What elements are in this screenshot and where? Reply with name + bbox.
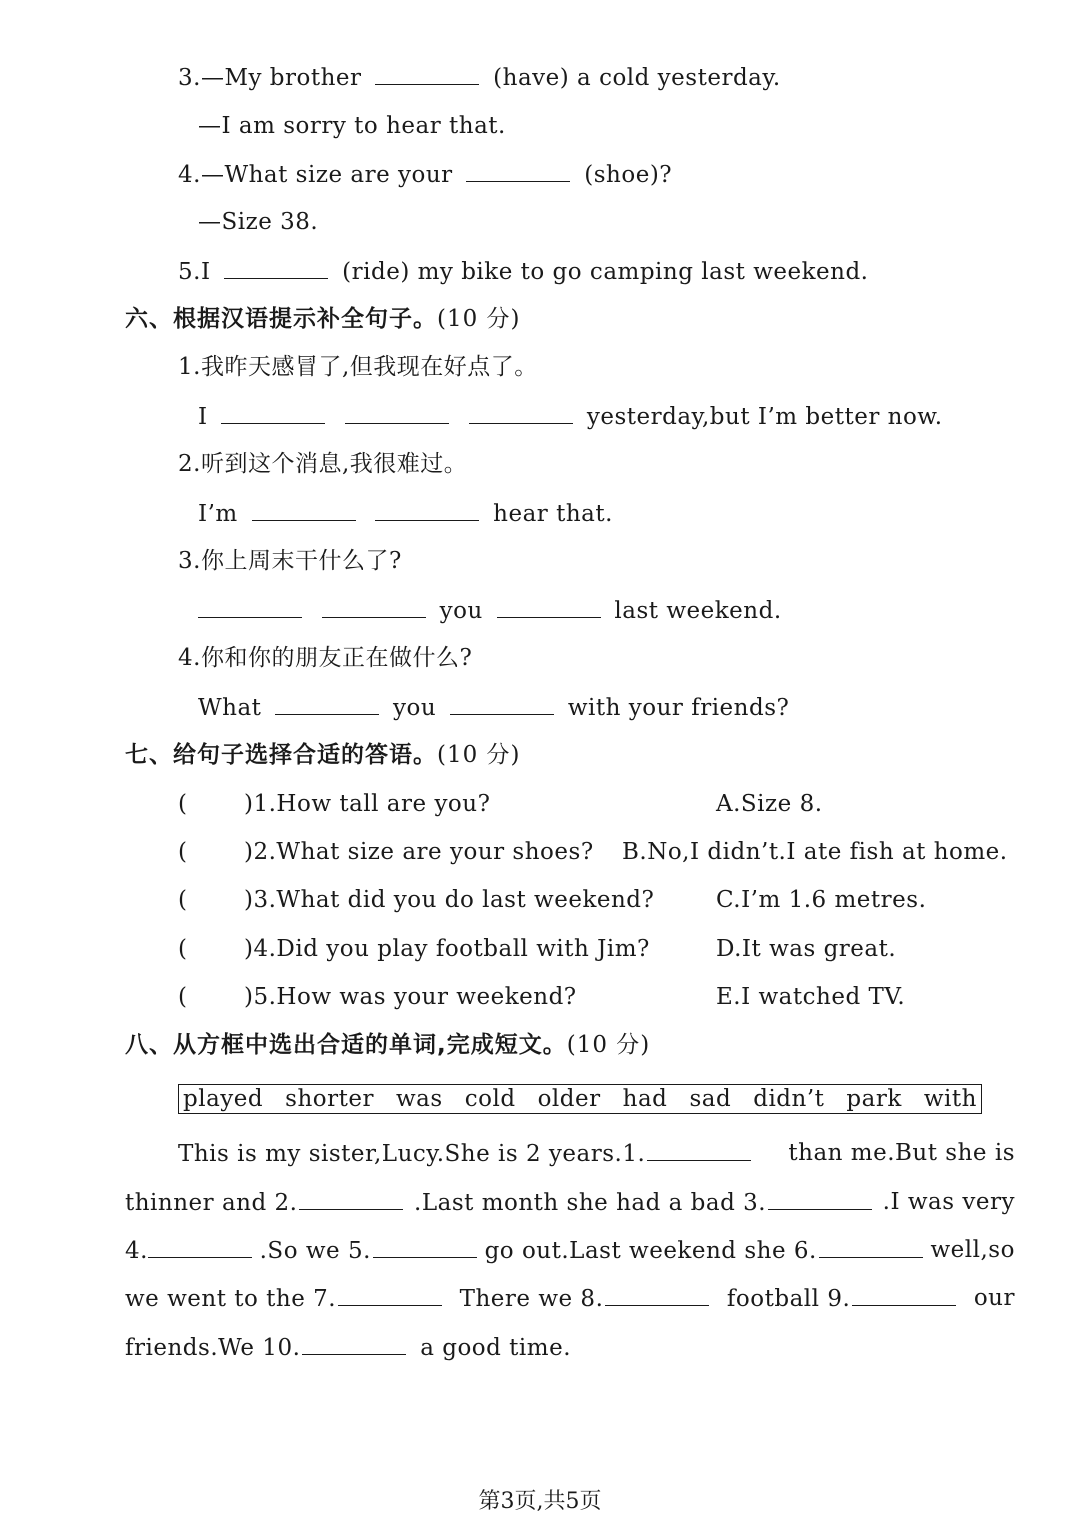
s6-item2-cn: 2.听到这个消息,我很难过。 bbox=[178, 451, 468, 477]
s7-answer-c: C.I’m 1.6 metres. bbox=[716, 887, 927, 913]
passage-text: This is my sister,Lucy.She is 2 years.1. bbox=[178, 1141, 646, 1167]
s7-answer-slot-5[interactable]: ( bbox=[178, 984, 187, 1010]
passage-blank-7[interactable] bbox=[338, 1283, 442, 1306]
passage-blank-2[interactable] bbox=[299, 1187, 403, 1210]
word-bank-item: shorter bbox=[285, 1086, 374, 1112]
section7-heading bbox=[125, 740, 521, 770]
s7-question-1: )1.How tall are you? bbox=[244, 791, 491, 817]
passage-text: There we 8. bbox=[459, 1286, 604, 1312]
passage-line-2 bbox=[125, 1187, 1015, 1218]
s7-question-5-text: 5.How was your weekend? bbox=[253, 984, 577, 1010]
s6-item2-start: I’m bbox=[198, 501, 238, 527]
s6-item4-blank-a[interactable] bbox=[275, 692, 379, 715]
q4-blank[interactable] bbox=[466, 159, 570, 182]
s7-answer-e: E.I watched TV. bbox=[716, 984, 906, 1010]
passage-text: than me.But she is bbox=[788, 1140, 1015, 1166]
q3-prefix: 3.—My brother bbox=[178, 65, 362, 91]
passage-text: thinner and 2. bbox=[125, 1190, 298, 1216]
s7-question-5: )5.How was your weekend? bbox=[244, 984, 577, 1010]
s6-item3-en bbox=[198, 595, 782, 626]
s6-item3-blank-c[interactable] bbox=[497, 595, 601, 618]
q3-line bbox=[178, 62, 781, 93]
s6-item3-blank-a[interactable] bbox=[198, 595, 302, 618]
passage-text: .So we 5. bbox=[259, 1238, 371, 1264]
word-bank-item: had bbox=[622, 1086, 668, 1112]
passage-blank-4[interactable] bbox=[148, 1235, 252, 1258]
s6-item2-en bbox=[198, 498, 613, 529]
page-number: 第3页,共5页 bbox=[478, 1489, 602, 1514]
s7-answer-a: A.Size 8. bbox=[716, 791, 823, 817]
s7-answer-slot-3[interactable]: ( bbox=[178, 887, 187, 913]
section7-title: 七、给句子选择合适的答语。 bbox=[125, 742, 437, 768]
passage-blank-6[interactable] bbox=[819, 1235, 923, 1258]
s7-question-3-text: 3.What did you do last weekend? bbox=[253, 887, 655, 913]
passage-line-1 bbox=[178, 1138, 1015, 1169]
passage-text: our bbox=[973, 1285, 1015, 1311]
passage-line-3 bbox=[125, 1235, 1015, 1266]
word-bank-item: sad bbox=[689, 1086, 732, 1112]
s7-answer-slot-4[interactable]: ( bbox=[178, 936, 187, 962]
s6-item1-en bbox=[198, 401, 943, 432]
passage-text: a good time. bbox=[420, 1335, 572, 1361]
s6-item3-blank-b[interactable] bbox=[322, 595, 426, 618]
word-bank-item: played bbox=[183, 1086, 264, 1112]
s6-item3-cn: 3.你上周末干什么了? bbox=[178, 548, 402, 574]
s7-answer-d: D.It was great. bbox=[716, 936, 897, 962]
s7-answer-slot-1[interactable]: ( bbox=[178, 791, 187, 817]
passage-blank-8[interactable] bbox=[605, 1283, 709, 1306]
q4-prefix: 4.—What size are your bbox=[178, 162, 453, 188]
s7-question-1-text: 1.How tall are you? bbox=[253, 791, 491, 817]
s6-item4-start: What bbox=[198, 695, 262, 721]
s7-question-2-text: 2.What size are your shoes? bbox=[253, 839, 594, 865]
s7-answer-slot-2[interactable]: ( bbox=[178, 839, 187, 865]
s7-question-4: )4.Did you play football with Jim? bbox=[244, 936, 650, 962]
section7-score: (10 分) bbox=[437, 742, 521, 768]
word-bank-item: with bbox=[923, 1086, 977, 1112]
passage-blank-9[interactable] bbox=[852, 1283, 956, 1306]
q5-prefix: 5.I bbox=[178, 259, 211, 285]
passage-line-4 bbox=[125, 1283, 1015, 1314]
s6-item3-end: last weekend. bbox=[614, 598, 782, 624]
word-bank-item: park bbox=[846, 1086, 902, 1112]
q3-hint: (have) a cold yesterday. bbox=[493, 65, 781, 91]
s6-item1-end: yesterday,but I’m better now. bbox=[586, 404, 943, 430]
s6-item4-en bbox=[198, 692, 789, 723]
passage-line-5 bbox=[125, 1332, 1015, 1363]
s6-item2-end: hear that. bbox=[493, 501, 613, 527]
section8-title: 八、从方框中选出合适的单词,完成短文。 bbox=[125, 1032, 567, 1058]
s6-item3-mid: you bbox=[439, 598, 483, 624]
s6-item1-cn: 1.我昨天感冒了,但我现在好点了。 bbox=[178, 354, 538, 380]
passage-text: we went to the 7. bbox=[125, 1286, 337, 1312]
passage-blank-3[interactable] bbox=[768, 1187, 872, 1210]
s6-item2-blank-a[interactable] bbox=[252, 498, 356, 521]
s7-question-3: )3.What did you do last weekend? bbox=[244, 887, 655, 913]
q5-hint: (ride) my bike to go camping last weekend. bbox=[342, 259, 869, 285]
section6-score: (10 分) bbox=[437, 306, 521, 332]
passage-text: 4. bbox=[125, 1238, 148, 1264]
s6-item4-blank-b[interactable] bbox=[450, 692, 554, 715]
passage-blank-5[interactable] bbox=[373, 1235, 477, 1258]
s6-item2-blank-b[interactable] bbox=[375, 498, 479, 521]
passage-text: .I was very bbox=[882, 1189, 1015, 1215]
s6-item1-start: I bbox=[198, 404, 208, 430]
section6-title: 六、根据汉语提示补全句子。 bbox=[125, 306, 437, 332]
q4-line bbox=[178, 159, 672, 190]
word-box bbox=[178, 1084, 982, 1114]
s7-question-2: )2.What size are your shoes? bbox=[244, 839, 594, 865]
s7-question-4-text: 4.Did you play football with Jim? bbox=[253, 936, 650, 962]
section8-score: (10 分) bbox=[566, 1032, 651, 1058]
passage-text: .Last month she had a bad 3. bbox=[414, 1190, 767, 1216]
q4-hint: (shoe)? bbox=[584, 162, 673, 188]
word-bank-item: was bbox=[396, 1086, 443, 1112]
passage-text: go out.Last weekend she 6. bbox=[484, 1238, 817, 1264]
s6-item1-blank-c[interactable] bbox=[469, 401, 573, 424]
word-bank-item: cold bbox=[464, 1086, 516, 1112]
q4-reply: —Size 38. bbox=[198, 209, 319, 235]
q3-reply: —I am sorry to hear that. bbox=[198, 113, 506, 139]
passage-blank-10[interactable] bbox=[302, 1332, 406, 1355]
passage-blank-1[interactable] bbox=[647, 1138, 751, 1161]
s6-item1-blank-b[interactable] bbox=[345, 401, 449, 424]
word-bank-item: older bbox=[537, 1086, 601, 1112]
section8-heading bbox=[125, 1030, 650, 1060]
s7-answer-b: B.No,I didn’t.I ate fish at home. bbox=[622, 839, 1008, 865]
q5-blank[interactable] bbox=[224, 256, 328, 279]
s6-item4-mid: you bbox=[393, 695, 437, 721]
passage-text: well,so bbox=[930, 1237, 1015, 1263]
q3-blank[interactable] bbox=[375, 62, 479, 85]
word-bank-item: didn’t bbox=[753, 1086, 825, 1112]
passage-text: friends.We 10. bbox=[125, 1335, 301, 1361]
s6-item4-cn: 4.你和你的朋友正在做什么? bbox=[178, 645, 473, 671]
q5-line bbox=[178, 256, 869, 287]
passage-text: football 9. bbox=[726, 1286, 851, 1312]
s6-item1-blank-a[interactable] bbox=[221, 401, 325, 424]
section6-heading bbox=[125, 304, 521, 334]
s6-item4-end: with your friends? bbox=[567, 695, 790, 721]
